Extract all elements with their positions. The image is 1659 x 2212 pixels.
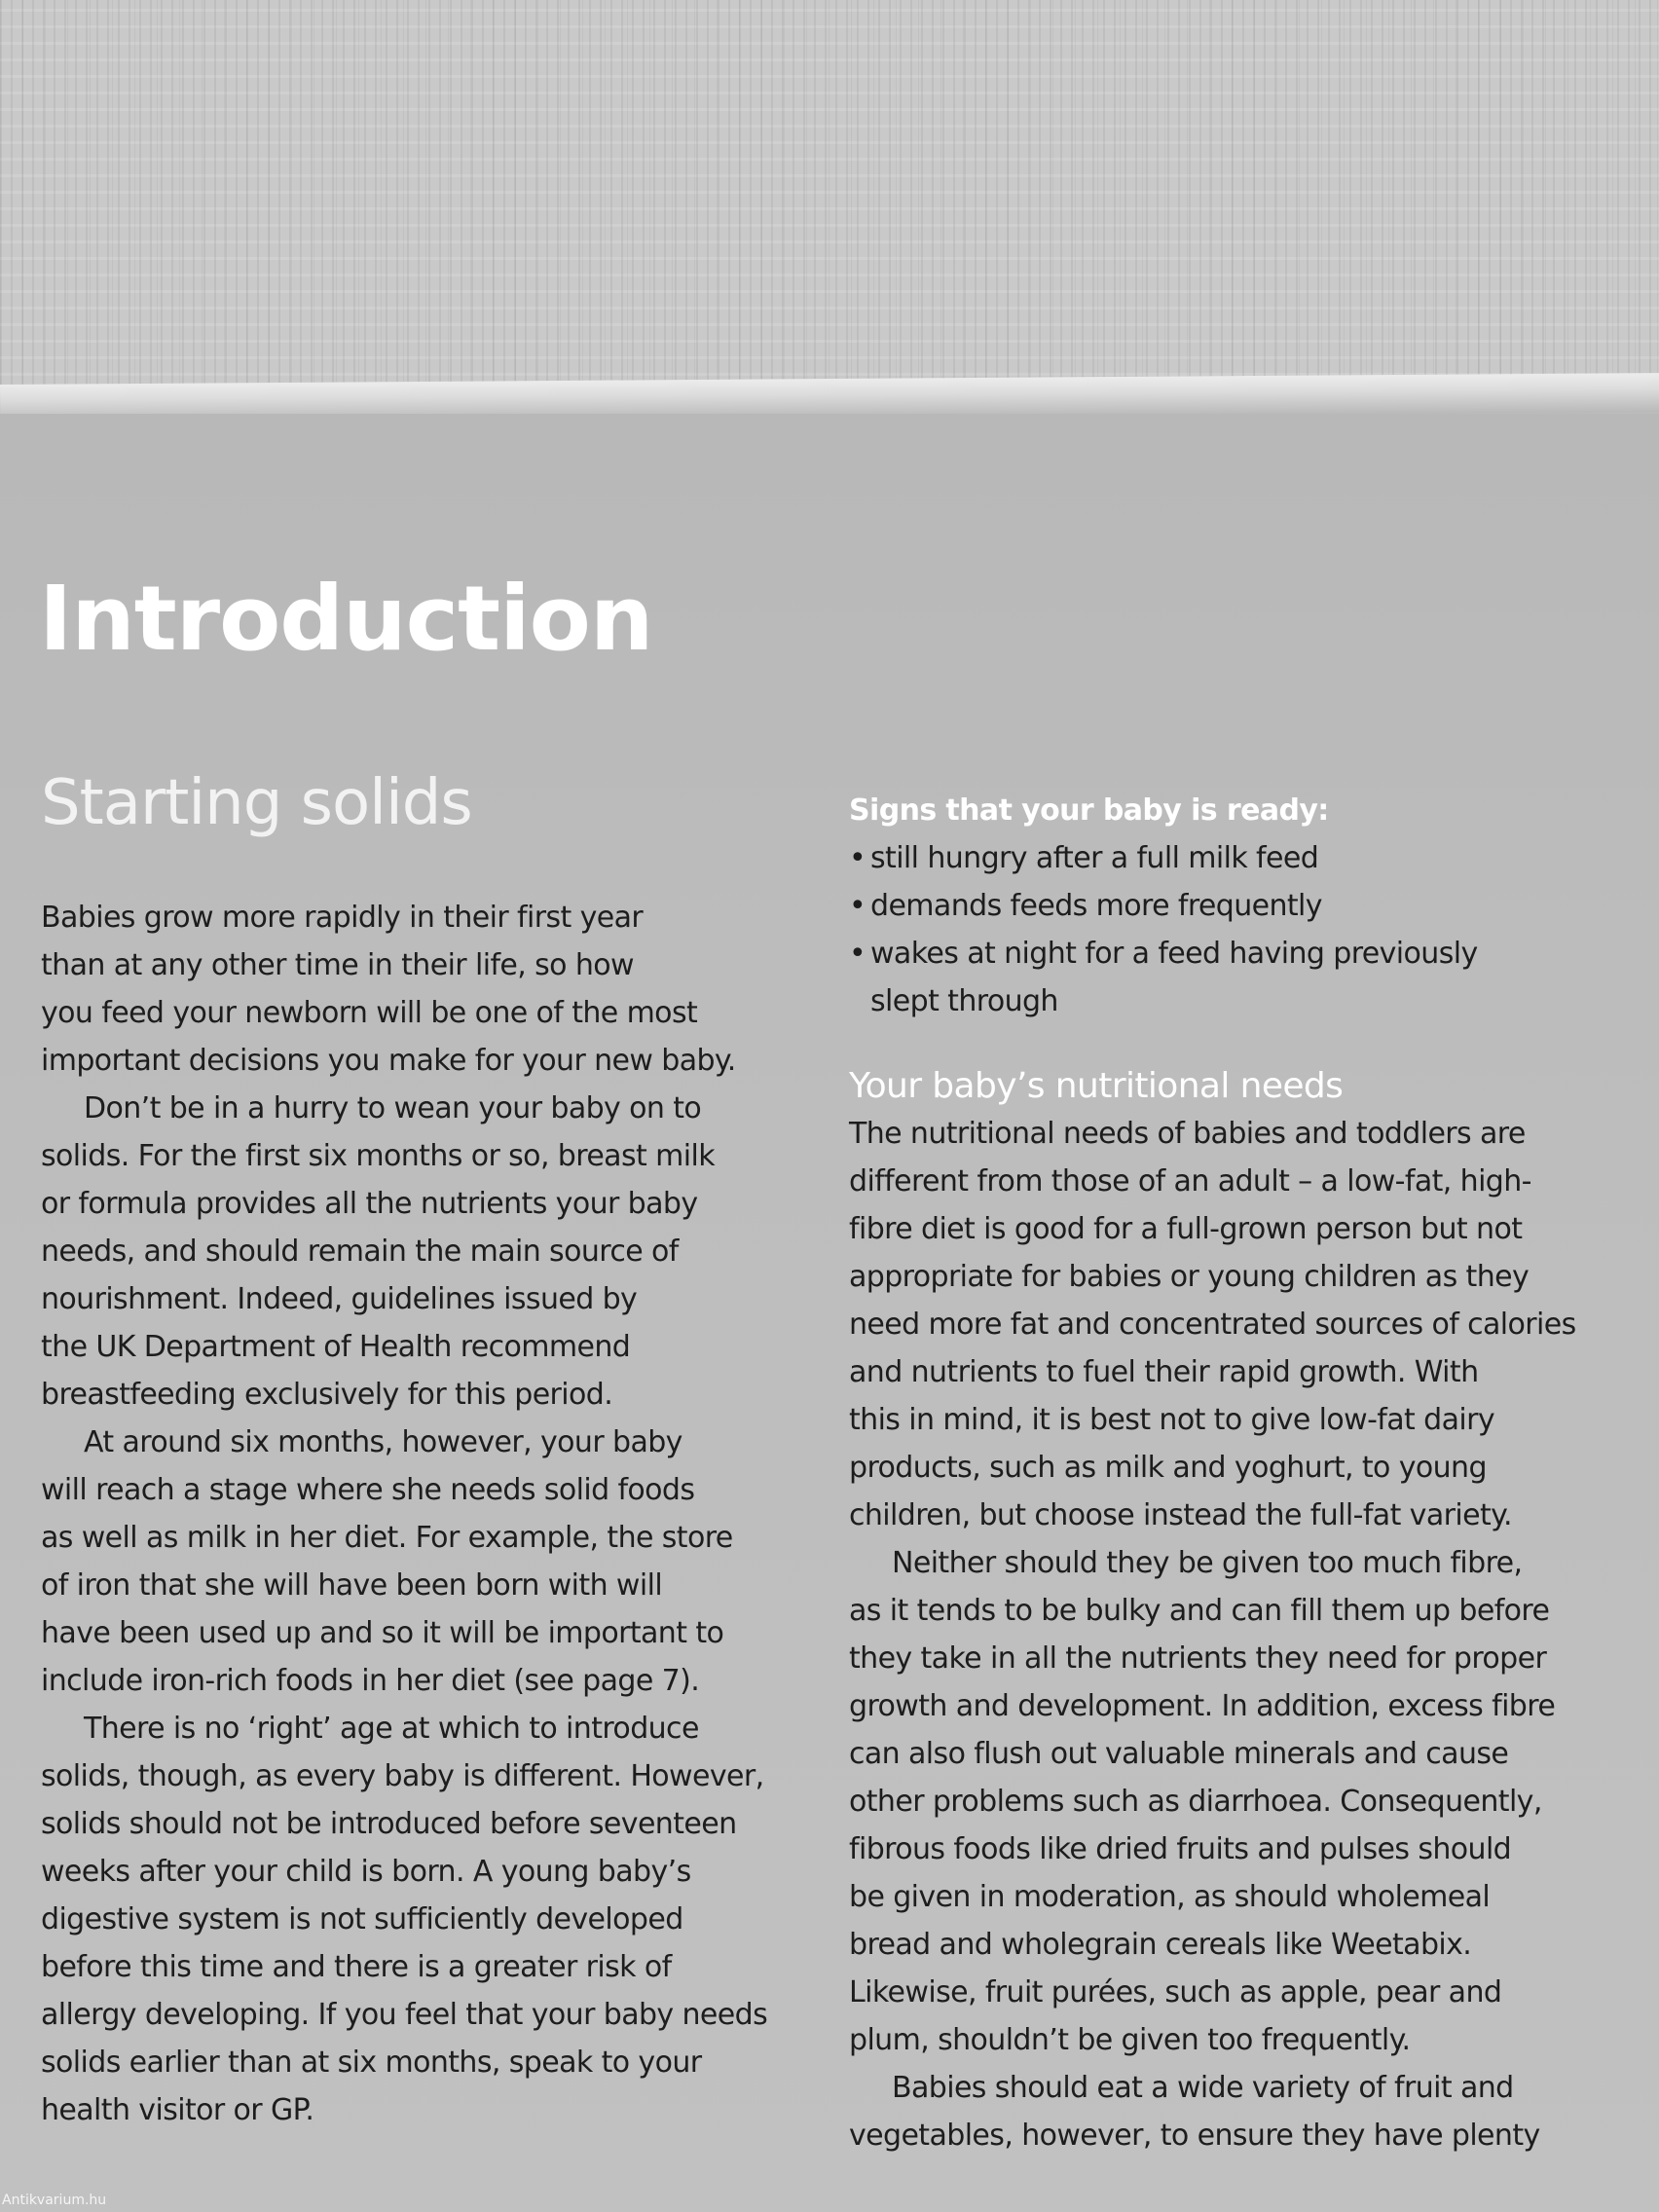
text-line: this in mind, it is best not to give low-fat dairy <box>849 1403 1495 1437</box>
right-body-text <box>849 1110 1628 2159</box>
text-line: weeks after your child is born. A young baby’s <box>41 1855 691 1889</box>
bullet-icon: • <box>849 889 866 923</box>
text-line: before this time and there is a greater risk of <box>41 1950 672 1984</box>
bullet-item <box>849 882 1628 930</box>
text-line: needs, and should remain the main source of <box>41 1235 679 1269</box>
bullet-icon: • <box>849 937 866 971</box>
text-line: important decisions you make for your new baby. <box>41 1044 736 1078</box>
text-line: breastfeeding exclusively for this period. <box>41 1378 613 1412</box>
left-column <box>41 894 820 2134</box>
bullet-icon: • <box>849 841 866 875</box>
text-line: products, such as milk and yoghurt, to young <box>849 1451 1487 1485</box>
text-line: Neither should they be given too much fibre, <box>892 1546 1523 1580</box>
text-line: solids. For the first six months or so, breast milk <box>41 1139 715 1173</box>
text-line: you feed your newborn will be one of the most <box>41 996 698 1030</box>
bullet-item <box>849 834 1628 882</box>
text-line: have been used up and so it will be important to <box>41 1616 724 1650</box>
signs-heading: Signs that your baby is ready: <box>849 793 1329 828</box>
text-line: health visitor or GP. <box>41 2093 314 2127</box>
text-line: than at any other time in their life, so how <box>41 948 634 982</box>
bullet-item <box>849 930 1628 977</box>
text-line: fibre diet is good for a full-grown person but not <box>849 1212 1523 1246</box>
bullet-text: demands feeds more frequently <box>870 889 1322 923</box>
watermark: Antikvarium.hu <box>2 2193 107 2208</box>
text-line: Babies grow more rapidly in their first year <box>41 901 644 935</box>
text-line: digestive system is not sufficiently developed <box>41 1902 683 1936</box>
page-title: Introduction <box>39 567 653 671</box>
text-line: or formula provides all the nutrients your baby <box>41 1187 698 1221</box>
bullet-text-continued: slept through <box>870 984 1058 1018</box>
text-line: plum, shouldn’t be given too frequently. <box>849 2023 1411 2057</box>
nutrition-heading: Your baby’s nutritional needs <box>849 1066 1344 1106</box>
text-line: Babies should eat a wide variety of fruit and <box>892 2071 1514 2105</box>
text-line: different from those of an adult – a low-fat, high- <box>849 1164 1531 1198</box>
text-line: appropriate for babies or young children as they <box>849 1260 1530 1294</box>
text-line: allergy developing. If you feel that your baby needs <box>41 1998 768 2032</box>
text-line: as it tends to be bulky and can fill them up before <box>849 1594 1550 1628</box>
text-line: At around six months, however, your baby <box>84 1425 682 1459</box>
right-column <box>849 787 1628 2159</box>
signs-list <box>849 834 1628 1025</box>
text-line: There is no ‘right’ age at which to introduce <box>84 1712 699 1746</box>
text-line: solids earlier than at six months, speak to your <box>41 2046 702 2080</box>
text-line: be given in moderation, as should wholemeal <box>849 1880 1491 1914</box>
background-wall <box>0 0 1659 409</box>
text-line: Don’t be in a hurry to wean your baby on to <box>84 1091 702 1125</box>
text-line: of iron that she will have been born with will <box>41 1568 663 1603</box>
text-line: need more fat and concentrated sources of calories <box>849 1308 1576 1342</box>
text-line: will reach a stage where she needs solid foods <box>41 1473 695 1507</box>
text-line: solids, though, as every baby is different. However, <box>41 1759 764 1793</box>
text-line: Likewise, fruit purées, such as apple, pear and <box>849 1975 1502 2009</box>
text-line: vegetables, however, to ensure they have plenty <box>849 2119 1540 2153</box>
text-line: bread and wholegrain cereals like Weetabix. <box>849 1928 1472 1962</box>
text-line: The nutritional needs of babies and toddlers are <box>849 1117 1526 1151</box>
section-title: Starting solids <box>41 767 472 839</box>
text-line: children, but choose instead the full-fat variety. <box>849 1498 1512 1532</box>
text-line: solids should not be introduced before seventeen <box>41 1807 737 1841</box>
bullet-text: still hungry after a full milk feed <box>870 841 1319 875</box>
text-line: include iron-rich foods in her diet (see page 7). <box>41 1664 700 1698</box>
text-line: other problems such as diarrhoea. Consequently, <box>849 1785 1542 1819</box>
bullet-text: wakes at night for a feed having previously <box>870 937 1478 971</box>
text-line: can also flush out valuable minerals and cause <box>849 1737 1509 1771</box>
text-line: and nutrients to fuel their rapid growth. With <box>849 1355 1479 1389</box>
text-line: growth and development. In addition, excess fibre <box>849 1689 1556 1723</box>
text-line: they take in all the nutrients they need for proper <box>849 1641 1547 1676</box>
text-line: as well as milk in her diet. For example, the store <box>41 1521 733 1555</box>
text-line: fibrous foods like dried fruits and pulses should <box>849 1832 1512 1866</box>
text-line: nourishment. Indeed, guidelines issued by <box>41 1282 638 1316</box>
text-line: the UK Department of Health recommend <box>41 1330 631 1364</box>
